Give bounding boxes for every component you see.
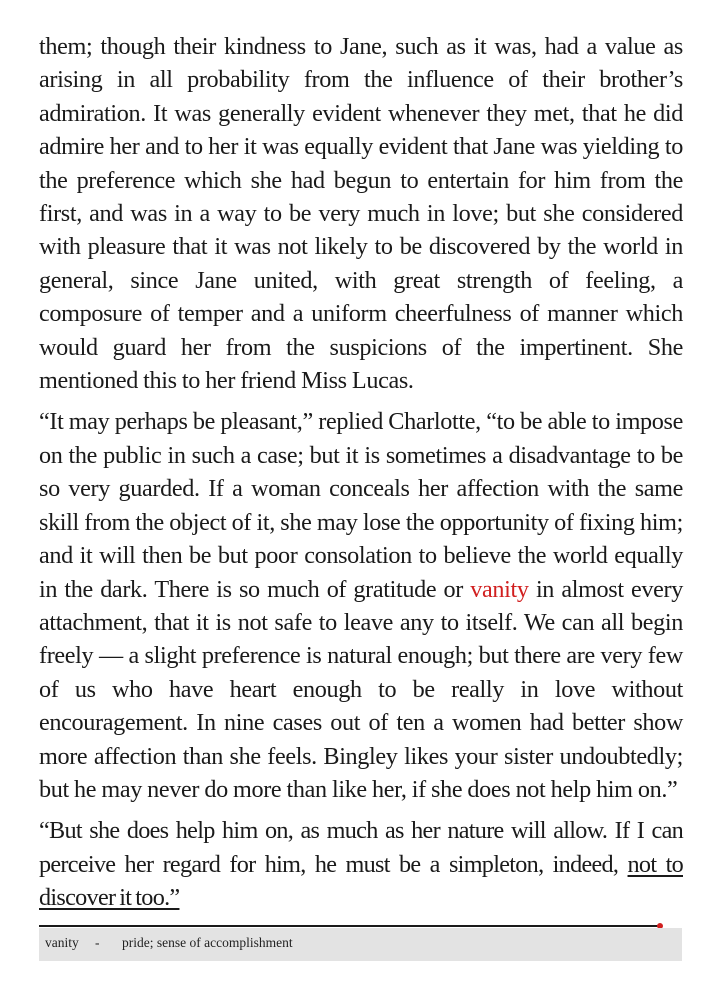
paragraph-2-text-after: in almost every attachment, that it is not safe to leave any to itself. We can all begin freely — a slight preference is natural enough; but there are very few of us who have heart enough to be really in love without encouragement. In nine cases out of ten a women had better show more affection than she feels. Bingley likes your sister undoubtedly; but he may never do more than like her, if she does not help him on.” <box>39 575 683 803</box>
paragraph-2 <box>39 405 683 806</box>
paragraph-1 <box>39 30 683 397</box>
paragraph-1-text: them; though their kindness to Jane, such as it was, had a value as arising in all probability from the influence of their brother’s admiration. It was generally evident whenever they met, that he did admire her and to her it was equally evident that Jane was yielding to the preference which she had begun to entertain for him from the first, and was in a way to be very much in love; but she considered with pleasure that it was not likely to be discovered by the world in general, since Jane united, with great strength of feeling, a composure of temper and a uniform cheerfulness of manner which would guard her from the suspicions of the impertinent. She mentioned this to her friend Miss Lucas. <box>39 33 683 395</box>
paragraph-3 <box>39 814 683 914</box>
footnote-box <box>39 928 682 961</box>
book-page <box>39 30 683 915</box>
footnote-divider <box>39 925 661 927</box>
glossary-term-vanity[interactable]: vanity <box>470 575 529 603</box>
footnote-term: vanity <box>45 935 79 950</box>
paragraph-3-text: “But she does help him on, as much as her nature will allow. If I can perceive her regard for him, he must be a simpleton, indeed, <box>39 817 683 878</box>
paragraph-3-underlined-text: not to discover it too.” <box>39 850 683 912</box>
paragraph-2-text-before: “It may perhaps be pleasant,” replied Charlotte, “to be able to impose on the public in such a case; but it is sometimes a disadvantage to be so very guarded. If a woman conceals her affection with the same skill from the object of it, she may lose the opportunity of fixing him; and it will then be but poor consolation to believe the world equally in the dark. There is so much of gratitude or <box>39 408 683 603</box>
footnote-definition: pride; sense of accomplishment <box>122 935 293 950</box>
footnote-separator: - <box>95 935 100 950</box>
